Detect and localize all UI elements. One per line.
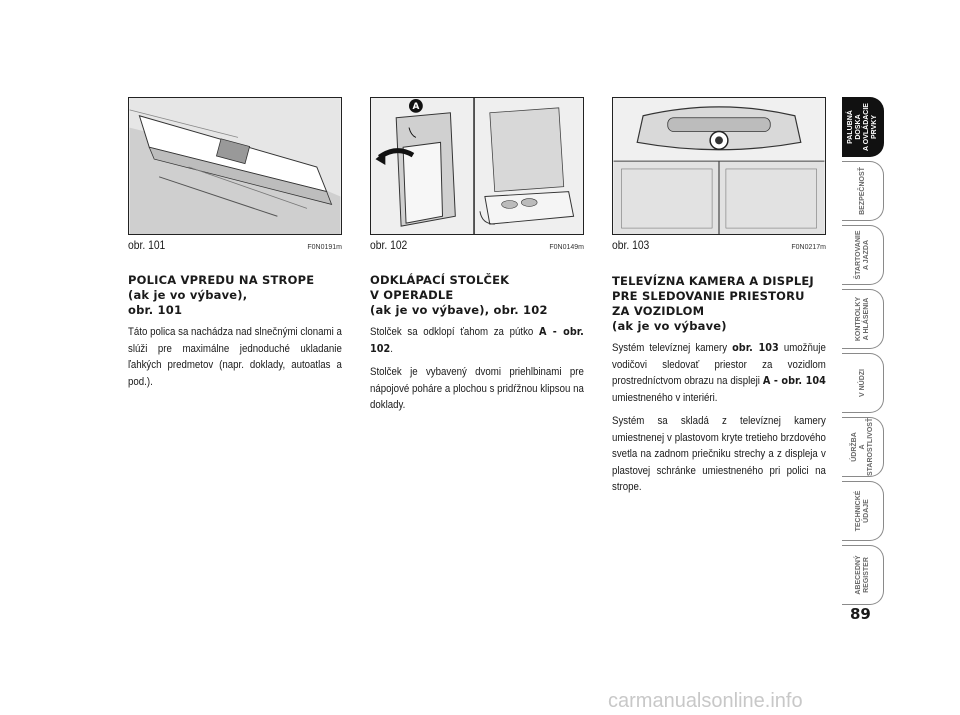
watermark-text: carmanualsonline.info [608, 690, 803, 712]
tab-bezpecnost[interactable] [842, 161, 884, 221]
tab-label: V NÚDZI [858, 369, 866, 397]
tab-label: KONTROLKY A HLÁSENIA [854, 296, 870, 342]
roof-shelf-illustration [129, 98, 341, 234]
figure-reference: A - obr. 102 [370, 325, 584, 355]
figure-101-image [128, 97, 342, 235]
tab-label: TECHNICKÉ ÚDAJE [854, 490, 870, 532]
column-shelf [128, 97, 342, 397]
figure-103-image [612, 97, 826, 235]
body-paragraph: Systém televíznej kamery obr. 103 umožňuje vodičovi sledovať priestor za vozidlom prostredníctvom obrazu na displeji A - obr. 104 umiestneného v interiéri. [612, 341, 826, 404]
body-paragraph: Systém sa skladá z televíznej kamery umiestnenej v plastovom kryte tretieho brzdového svetla na zadnom priečniku strechy a z displeja v plastovej schránke umiestneného pri polici na strope. [612, 415, 826, 493]
seatback-table-illustration [371, 98, 583, 234]
tab-technicke-udaje[interactable] [842, 481, 884, 541]
figure-reference: A - obr. 104 [762, 374, 826, 387]
column-table [370, 97, 584, 421]
figure-label: obr. 101 [128, 238, 166, 252]
tab-kontrolky[interactable] [842, 289, 884, 349]
body-paragraph: Stolček sa odklopí ťahom za pútko A - obr. 102. [370, 325, 584, 355]
tab-label: ABECEDNÝ REGISTER [854, 555, 870, 595]
figure-103-caption [612, 238, 826, 252]
rear-camera-illustration [613, 98, 825, 234]
figure-label: obr. 102 [370, 238, 408, 252]
tab-v-nudzi[interactable] [842, 353, 884, 413]
tab-udrzba[interactable] [842, 417, 884, 477]
tab-palubna-doska[interactable] [842, 97, 884, 157]
tab-startovanie[interactable] [842, 225, 884, 285]
figure-102-image [370, 97, 584, 235]
figure-101-caption [128, 238, 342, 252]
tab-abecedny-register[interactable] [842, 545, 884, 605]
figure-code: F0N0217m [791, 244, 826, 251]
body-paragraph: Táto polica sa nachádza nad slnečnými clonami a slúži pre maximálne jednoduché ukladanie ľahkých predmetov (napr. doklady, autoatlas a pod.). [128, 326, 342, 388]
tab-label: BEZPEČNOSŤ [858, 167, 866, 215]
page-number: 89 [850, 605, 871, 623]
marker-a-label: A [412, 101, 420, 112]
figure-code: F0N0149m [549, 244, 584, 251]
figure-102-caption [370, 238, 584, 252]
figure-label: obr. 103 [612, 238, 650, 252]
chapter-tabs [842, 97, 884, 609]
tab-label: PALUBNÁ DOSKA A OVLÁDACIE PRVKY [846, 103, 878, 151]
body-paragraph: Stolček je vybavený dvomi priehlbinami pre nápojové poháre a plochou s pridŕžnou klipsou na doklady. [370, 366, 584, 411]
section-heading: ODKLÁPACÍ STOLČEK V OPERADLE (ak je vo výbave), obr. 102 [370, 273, 548, 317]
tab-label: ÚDRŽBA A STAROSTLIVOSŤ [850, 417, 874, 476]
column-camera [612, 97, 826, 503]
section-heading: TELEVÍZNA KAMERA A DISPLEJ PRE SLEDOVANIE PRIESTORU ZA VOZIDLOM (ak je vo výbave) [612, 274, 814, 333]
figure-code: F0N0191m [307, 244, 342, 251]
figure-reference: obr. 103 [732, 341, 779, 354]
section-heading: POLICA VPREDU NA STROPE (ak je vo výbave), obr. 101 [128, 273, 315, 317]
tab-label: ŠTARTOVANIE A JAZDA [854, 230, 870, 280]
